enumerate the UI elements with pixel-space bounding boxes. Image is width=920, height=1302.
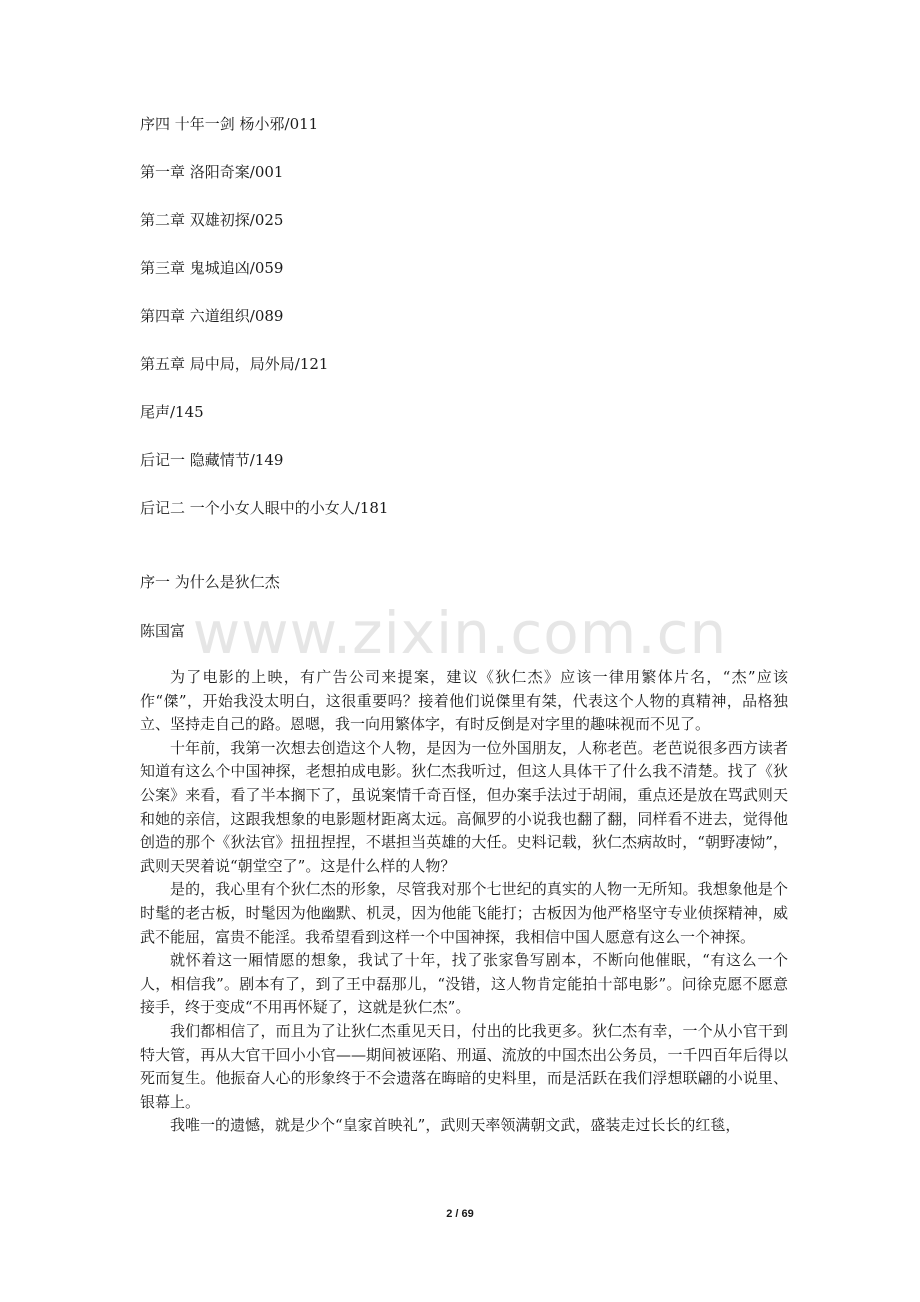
watermark: www.zixin.com.cn	[192, 599, 728, 667]
table-of-contents	[140, 114, 780, 546]
toc-entry-afterword-1: 后记一 隐藏情节/149	[140, 451, 284, 469]
toc-entry-chapter-3: 第三章 鬼城追凶/059	[140, 259, 284, 277]
body-text	[140, 666, 788, 1138]
toc-entry-preface-4: 序四 十年一剑 杨小邪/011	[140, 115, 319, 133]
page-number: 2 / 69	[446, 1208, 474, 1220]
paragraph: 我们都相信了，而且为了让狄仁杰重见天日，付出的比我更多。狄仁杰有幸，一个从小官干到特大管，再从大官干回小小官——期间被诬陷、刑逼、流放的中国杰出公务员，一千四百年后得以死而复生。他振奋人心的形象终于不会遗落在晦暗的史料里，而是活跃在我们浮想联翩的小说里、银幕上。	[140, 1021, 788, 1111]
toc-entry-chapter-1: 第一章 洛阳奇案/001	[140, 163, 284, 181]
toc-entry-chapter-2: 第二章 双雄初探/025	[140, 211, 284, 229]
author-name: 陈国富	[140, 622, 186, 640]
paragraph: 我唯一的遗憾，就是少个“皇家首映礼”，武则天率领满朝文武，盛装走过长长的红毯，	[170, 1116, 741, 1135]
paragraph: 十年前，我第一次想去创造这个人物，是因为一位外国朋友，人称老芭。老芭说很多西方读者知道有这么个中国神探，老想拍成电影。狄仁杰我听过，但这人具体干了什么我不清楚。找了《狄公案》来看，看了半本搁下了，虽说案情千奇百怪，但办案手法过于胡闹，重点还是放在骂武则天和她的亲信，这跟我想象的电影题材距离太远。高佩罗的小说我也翻了翻，同样看不进去，觉得他创造的那个《狄法官》扭扭捏捏，不堪担当英雄的大任。史料记载，狄仁杰病故时，“朝野凄恸”，武则天哭着说“朝堂空了”。这是什么样的人物？	[140, 738, 788, 875]
toc-entry-chapter-5: 第五章 局中局，局外局/121	[140, 355, 329, 373]
paragraph: 就怀着这一厢情愿的想象，我试了十年，找了张家鲁写剧本，不断向他催眠，“有这么一个人，相信我”。剧本有了，到了王中磊那儿，“没错，这人物肯定能拍十部电影”。问徐克愿不愿意接手，终于变成“不用再怀疑了，这就是狄仁杰”。	[140, 951, 788, 1017]
paragraph: 为了电影的上映，有广告公司来提案，建议《狄仁杰》应该一律用繁体片名，“杰”应该作“傑”，开始我没太明白，这很重要吗？接着他们说傑里有桀，代表这个人物的真精神，品格独立、坚持走自己的路。恩嗯，我一向用繁体字，有时反倒是对字里的趣味视而不见了。	[140, 668, 788, 734]
toc-entry-epilogue: 尾声/145	[140, 403, 204, 421]
section-title: 序一 为什么是狄仁杰	[140, 573, 280, 591]
toc-entry-afterword-2: 后记二 一个小女人眼中的小女人/181	[140, 499, 389, 517]
paragraph: 是的，我心里有个狄仁杰的形象，尽管我对那个七世纪的真实的人物一无所知。我想象他是个时髦的老古板，时髦因为他幽默、机灵，因为他能飞能打；古板因为他严格坚守专业侦探精神，威武不能屈，富贵不能淫。我希望看到这样一个中国神探，我相信中国人愿意有这么一个神探。	[140, 880, 788, 946]
toc-entry-chapter-4: 第四章 六道组织/089	[140, 307, 284, 325]
